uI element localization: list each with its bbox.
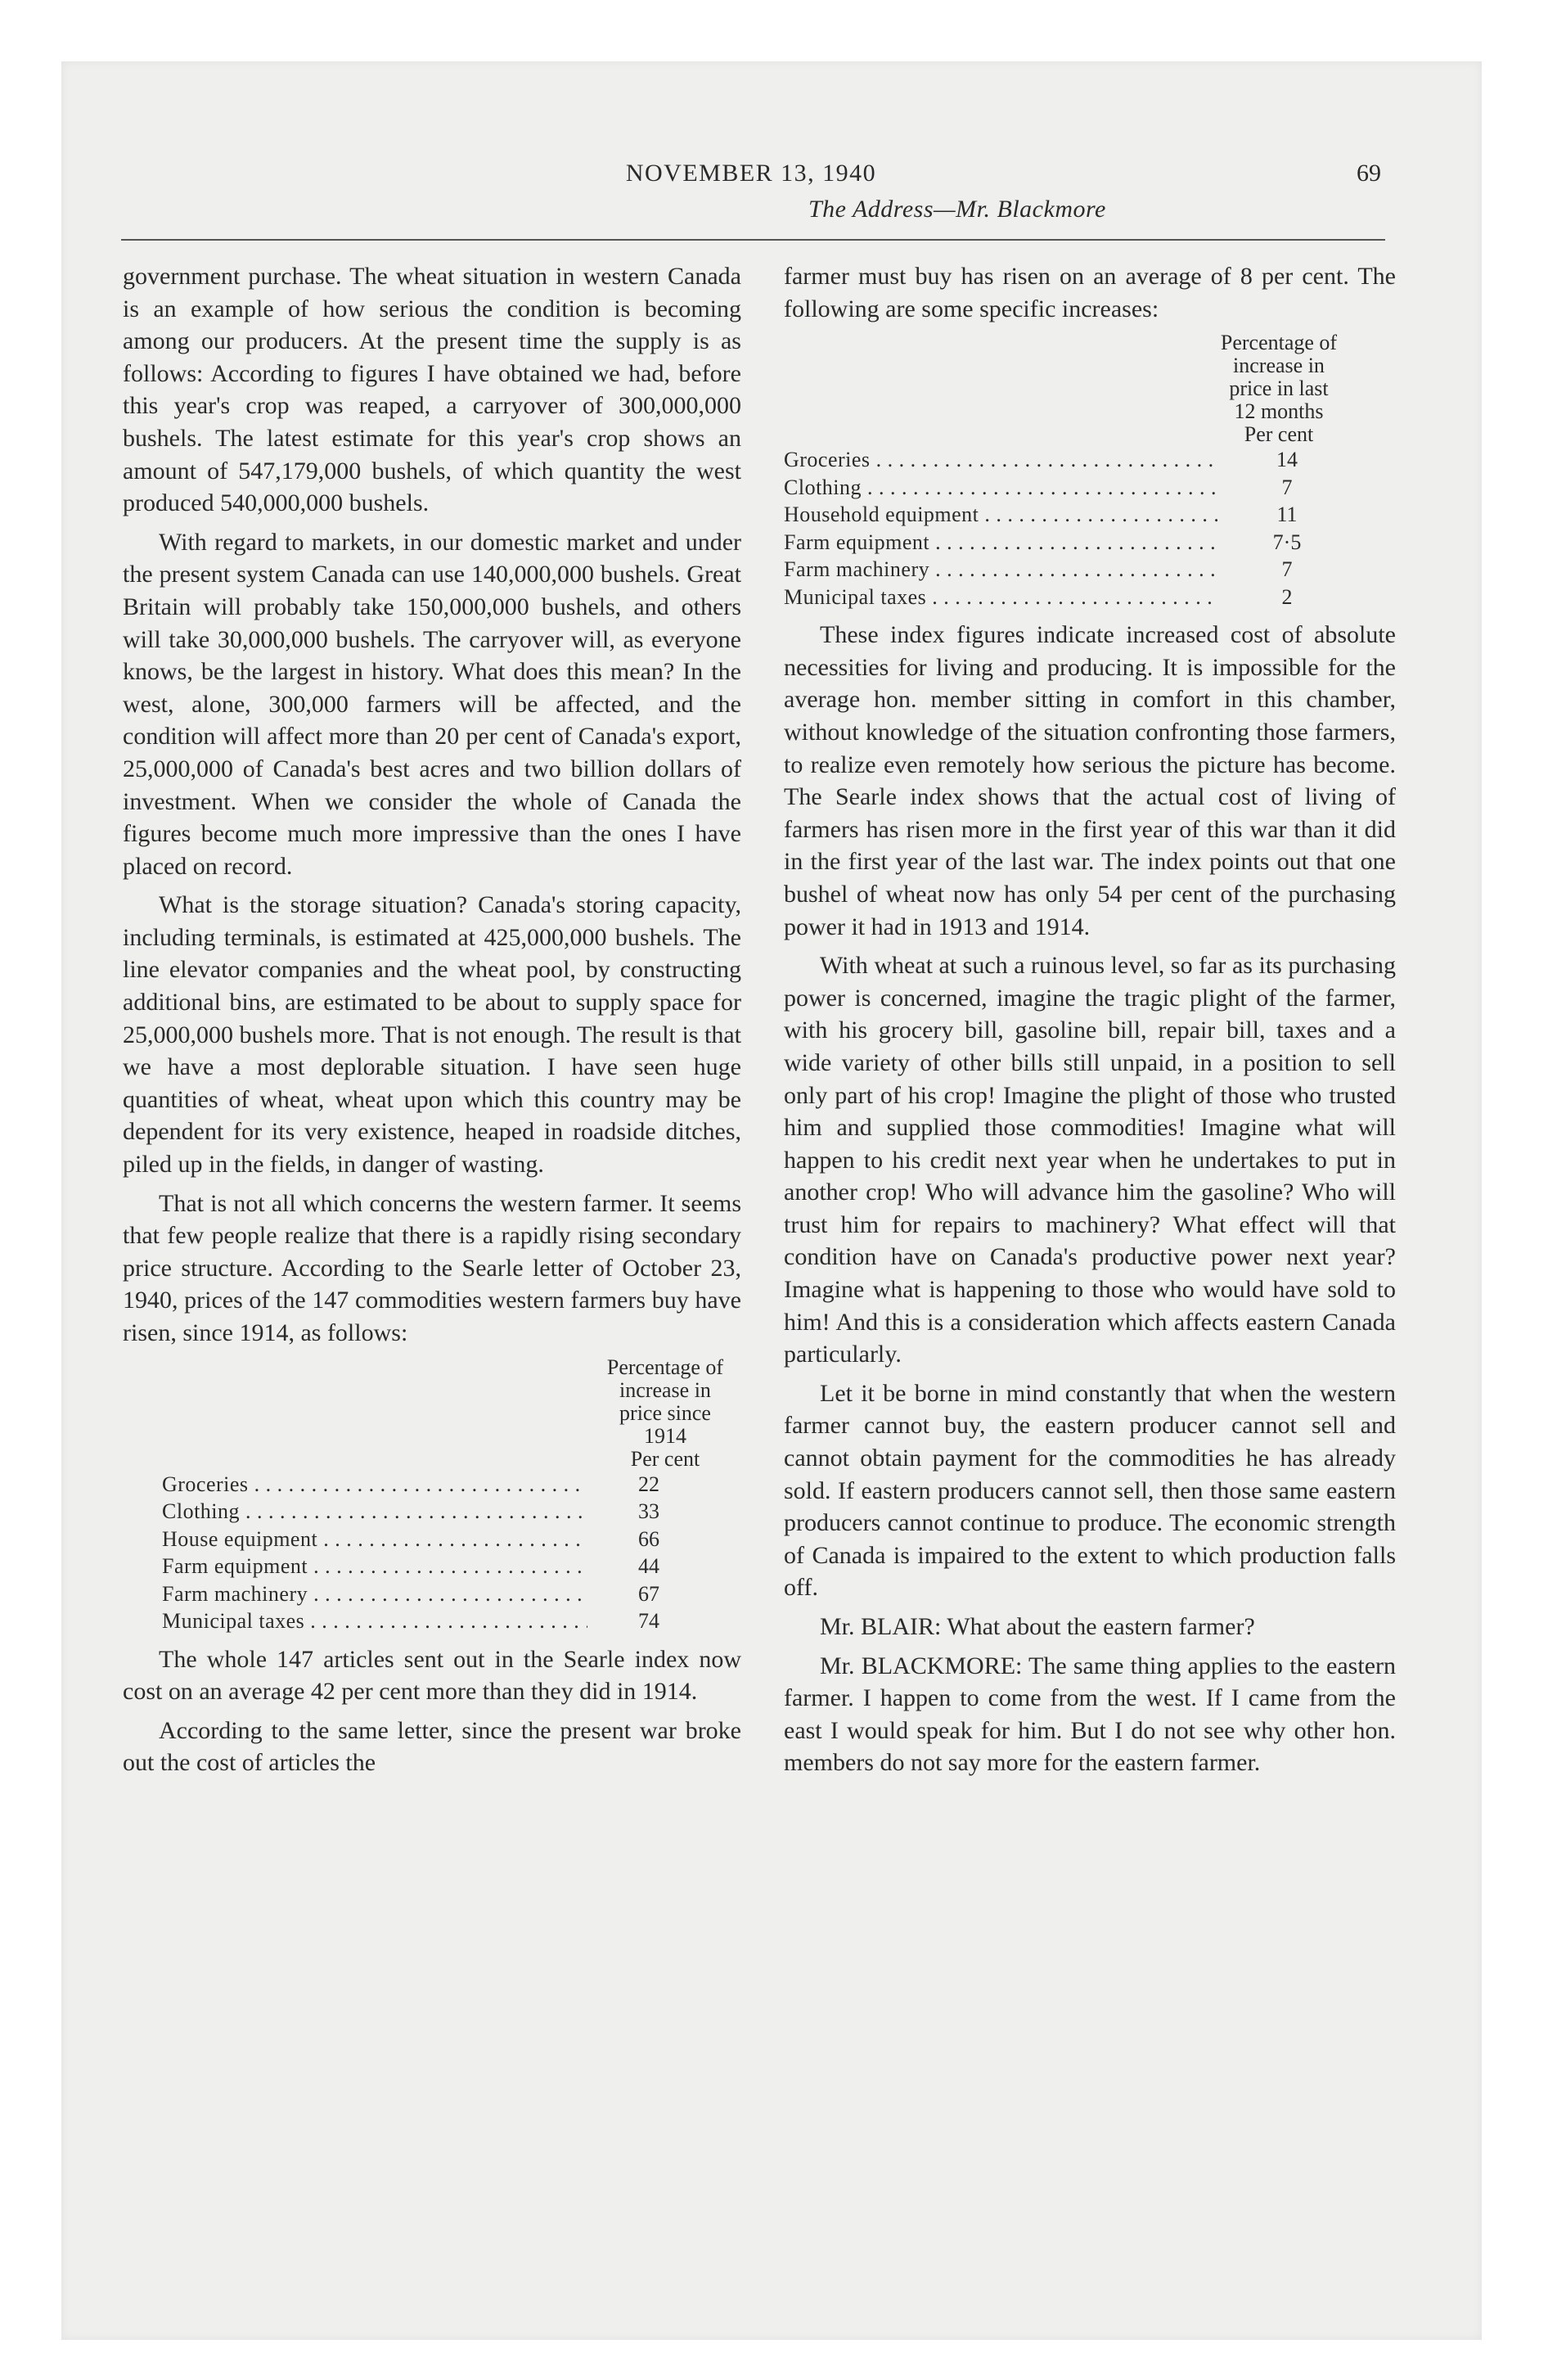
- table-row: Farm machinery . . . 7: [784, 556, 1396, 584]
- table-header: Percentage of increase in price in last 12 months Per cent: [1220, 331, 1338, 447]
- paragraph: That is not all which concerns the western farmer. It seems that few people realize that there is a rapidly rising secondary price structure. According to the Searle letter of October 23, 1940, prices of the 147 commodities western farmers buy have risen, since 1914, as follows:: [123, 1189, 741, 1346]
- paragraph: Let it be borne in mind constantly that when the western farmer cannot buy, the eastern producer cannot sell and cannot obtain payment for the commodities he has already sold. If eastern producers cannot sell, then those same eastern producers cannot continue to produce. The economic strength of Canada is impaired to the extent to which production falls off.: [784, 1379, 1396, 1602]
- table-row: Municipal taxes . . . 2: [784, 584, 1396, 611]
- paragraph: These index figures indicate increased cost of absolute necessities for living and producing. It is impossible for the average hon. member sitting in comfort in this chamber, without knowledge of the situation confronting those farmers, to realize even remotely how serious the picture has become. The Searle index shows that the actual cost of living of farmers has risen more in the first year of this war than it did in the first year of the last war. The index points out that one bushel of wheat now has only 54 per cent of the purchasing power it had in 1913 and 1914.: [784, 621, 1396, 940]
- paragraph: What is the storage situation? Canada's storing capacity, including terminals, is estimated at 425,000,000 bushels. The line elevator companies and the wheat pool, by constructing additional bins, are estimated to be about to supply space for 25,000,000 bushels more. That is not enough. The result is that we have a most deplorable situation. I have seen huge quantities of wheat, wheat upon which this country may be dependent for its very existence, heaped in roadside ditches, piled up in the fields, in danger of wasting.: [123, 891, 741, 1179]
- header-subtitle: The Address—Mr. Blackmore: [808, 196, 1106, 223]
- paragraph: With wheat at such a ruinous level, so far as its purchasing power is concerned, imagine the tragic plight of the farmer, with his grocery bill, gasoline bill, repair bill, taxes and a wide variety of other bills still unpaid, in a position to sell only part of his crop! Imagine the plight of those who trusted him and supplied those commodities! Imagine what will happen to his credit next year when he undertakes to put in another crop! Who will advance him the gasoline? Who will trust him for repairs to machinery? What effect will that condition have on Canada's productive power next year? Imagine what is happening to those who would have sold to him! And this is a consideration which affects eastern Canada particularly.: [784, 952, 1396, 1368]
- page-header: [121, 160, 1381, 241]
- table-row: Clothing . . . 7: [784, 474, 1396, 502]
- paragraph: Mr. BLAIR: What about the eastern farmer?: [820, 1613, 1255, 1640]
- paragraph: government purchase. The wheat situation in western Canada is an example of how serious the condition is becoming among our producers. At the present time the supply is as follows: According to figures I have obtained we had, before this year's crop was reaped, a carryover of 300,000,000 bushels. The latest estimate for this year's crop shows an amount of 547,179,000 bushels, of which quantity the west produced 540,000,000 bushels.: [123, 263, 741, 517]
- header-date: NOVEMBER 13, 1940: [625, 160, 877, 187]
- table-row: Groceries . . . 14: [784, 446, 1396, 474]
- price-table-last-12-months: [784, 331, 1396, 611]
- price-table-since-1914: [123, 1356, 741, 1635]
- left-column: [123, 260, 741, 1779]
- table-row: Farm equipment . . . 7·5: [784, 529, 1396, 557]
- paragraph: The whole 147 articles sent out in the Searle index now cost on an average 42 per cent more than they did in 1914.: [123, 1645, 741, 1706]
- paragraph: farmer must buy has risen on an average of 8 per cent. The following are some specific increases:: [784, 263, 1396, 322]
- table-row: Groceries . . . 22: [162, 1471, 741, 1499]
- paragraph: According to the same letter, since the present war broke out the cost of articles the: [123, 1716, 741, 1777]
- table-row: House equipment . . . 66: [162, 1526, 741, 1553]
- paragraph: With regard to markets, in our domestic market and under the present system Canada can use 140,000,000 bushels. Great Britain will probably take 150,000,000 bushels, and others will take 30,000,000 bushels. The carryover will, as everyone knows, be the largest in history. What does this mean? In the west, alone, 300,000 farmers will be affected, and the condition will affect more than 20 per cent of Canada's export, 25,000,000 of Canada's best acres and two billion dollars of investment. When we consider the whole of Canada the figures become much more impressive than the ones I have placed on record.: [123, 528, 741, 880]
- table-row: Household equipment . . . 11: [784, 501, 1396, 529]
- table-row: Clothing . . . 33: [162, 1498, 741, 1526]
- header-rule: [121, 239, 1385, 241]
- table-header: Percentage of increase in price since 1914 Per cent: [606, 1355, 724, 1471]
- table-row: Farm machinery . . . 67: [162, 1580, 741, 1608]
- table-row: Municipal taxes . . . 74: [162, 1607, 741, 1635]
- paragraph: Mr. BLACKMORE: The same thing applies to the eastern farmer. I happen to come from the west. If I came from the east I would speak for him. But I do not see why other hon. members do not say more for the eastern farmer.: [784, 1652, 1396, 1777]
- table-row: Farm equipment . . . 44: [162, 1553, 741, 1580]
- page-number: 69: [1357, 160, 1381, 187]
- right-column: [784, 260, 1396, 1779]
